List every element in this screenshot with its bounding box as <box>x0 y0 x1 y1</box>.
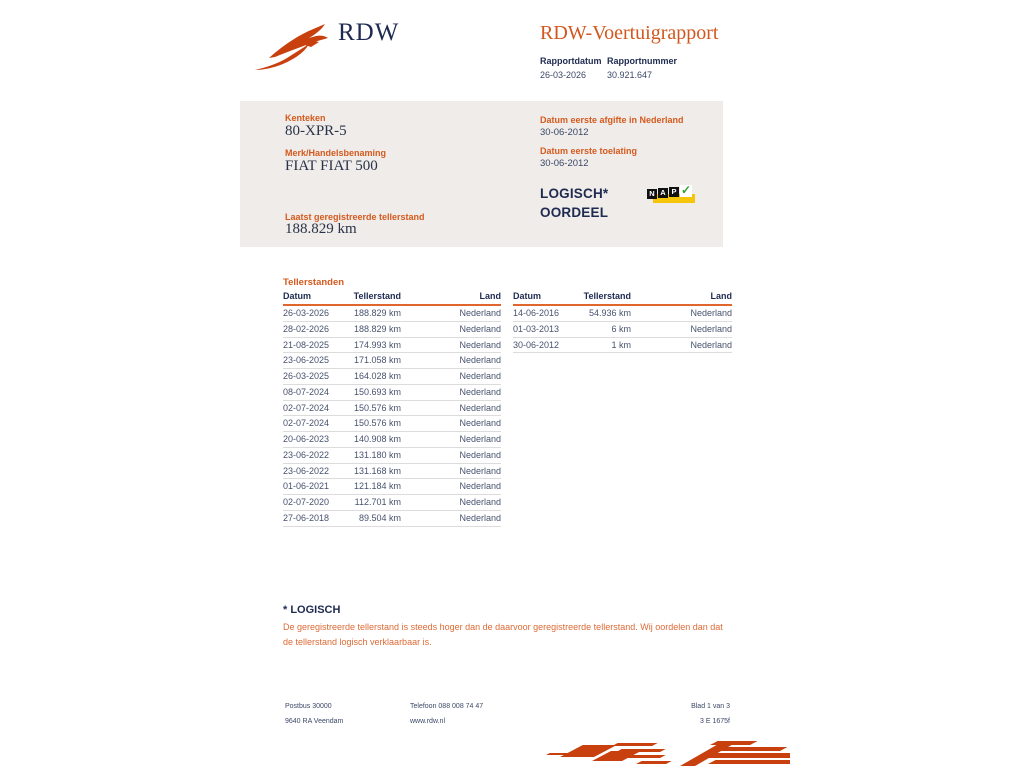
col-tellerstand: Tellerstand <box>353 291 401 301</box>
table-cell: 140.908 km <box>353 434 401 444</box>
nap-checkmark-icon: ✓ <box>681 183 692 197</box>
table-cell: 174.993 km <box>353 339 401 350</box>
nap-letter-a: A <box>658 188 668 198</box>
nap-letter-n: N <box>647 189 657 199</box>
table-cell: 26-03-2025 <box>283 371 330 381</box>
table-row <box>283 448 501 464</box>
report-number-label: Rapportnummer <box>607 56 678 66</box>
table-row <box>283 479 501 495</box>
table-cell: 27-06-2018 <box>283 512 330 523</box>
table-cell: 20-06-2023 <box>283 434 330 444</box>
footer-address <box>285 699 343 729</box>
table-cell: 14-06-2016 <box>513 308 560 318</box>
laatste-tellerstand-label: Laatst geregistreerde tellerstand <box>285 212 425 222</box>
table-cell: 23-06-2022 <box>283 449 330 460</box>
merk-value: FIAT FIAT 500 <box>285 158 378 174</box>
table-cell: 01-06-2021 <box>283 481 330 492</box>
footer-website-link[interactable]: www.rdw.nl <box>410 718 446 725</box>
footer-form-code: 3 E 1675f <box>700 718 730 725</box>
table-cell: Nederland <box>459 497 501 507</box>
footer-page-indicator: Blad 1 van 3 <box>691 703 730 710</box>
bottom-stripe-graphic <box>540 737 790 768</box>
oordeel-line2: OORDEEL <box>540 205 609 220</box>
table-cell: 150.576 km <box>353 418 401 429</box>
table-cell: Nederland <box>459 512 501 523</box>
table-row <box>283 322 501 338</box>
table-cell: Nederland <box>690 339 732 350</box>
footer-phone: Telefoon 088 008 74 47 <box>410 703 484 710</box>
table-body <box>513 306 732 353</box>
footer-contact <box>410 699 483 729</box>
logisch-footnote-text: De geregistreerde tellerstand is steeds hoger dan de daarvoor geregistreerde tellerstand. Wij oordelen dan dat de tellerstand logisch verklaarbaar is. <box>283 622 723 647</box>
col-datum: Datum <box>283 291 312 301</box>
table-row <box>283 353 501 369</box>
table-cell: Nederland <box>459 449 501 460</box>
tellerstand-table-left <box>283 291 501 527</box>
table-cell: Nederland <box>459 386 501 397</box>
table-cell: Nederland <box>690 308 732 318</box>
table-cell: 21-08-2025 <box>283 339 330 350</box>
table-header <box>513 291 732 306</box>
table-cell: 89.504 km <box>358 512 401 523</box>
table-cell: 150.693 km <box>353 386 401 397</box>
table-cell: 08-07-2024 <box>283 386 330 397</box>
table-row <box>283 511 501 527</box>
table-cell: 01-03-2013 <box>513 323 560 334</box>
oordeel-text <box>540 184 608 222</box>
table-cell: Nederland <box>459 465 501 476</box>
afgifte-label: Datum eerste afgifte in Nederland <box>540 115 684 125</box>
laatste-tellerstand-value: 188.829 km <box>285 221 357 237</box>
rdw-bird-logo-icon <box>253 22 335 74</box>
table-row <box>513 338 732 354</box>
table-cell: Nederland <box>690 323 732 334</box>
col-datum: Datum <box>513 291 542 301</box>
table-row <box>283 338 501 354</box>
vehicle-summary-panel <box>240 101 723 247</box>
table-cell: 02-07-2024 <box>283 402 330 413</box>
oordeel-line1: LOGISCH* <box>540 186 609 201</box>
document-title: RDW-Voertuigrapport <box>540 22 719 44</box>
table-cell: 6 km <box>611 323 631 334</box>
table-row <box>283 401 501 417</box>
table-row <box>283 495 501 511</box>
table-cell: Nederland <box>459 434 501 444</box>
table-cell: 26-03-2026 <box>283 308 330 318</box>
table-row <box>513 306 732 322</box>
logisch-footnote-title: * LOGISCH <box>283 604 341 616</box>
table-row <box>283 385 501 401</box>
table-cell: 02-07-2020 <box>283 497 330 507</box>
table-cell: 121.184 km <box>353 481 401 492</box>
table-cell: 164.028 km <box>353 371 401 381</box>
table-body <box>283 306 501 527</box>
table-cell: Nederland <box>459 339 501 350</box>
table-cell: Nederland <box>459 371 501 381</box>
table-cell: 188.829 km <box>353 308 401 318</box>
table-cell: 131.168 km <box>353 465 401 476</box>
table-cell: 02-07-2024 <box>283 418 330 429</box>
footer-page-block <box>600 699 730 729</box>
merk-label: Merk/Handelsbenaming <box>285 148 387 158</box>
table-cell: 171.058 km <box>353 355 401 366</box>
report-date-label: Rapportdatum <box>540 56 602 66</box>
table-cell: 23-06-2022 <box>283 465 330 476</box>
report-number-value: 30.921.647 <box>607 70 653 80</box>
table-cell: 112.701 km <box>354 497 401 507</box>
toelating-label: Datum eerste toelating <box>540 146 638 156</box>
table-row <box>283 432 501 448</box>
kenteken-value: 80-XPR-5 <box>285 123 347 139</box>
afgifte-value: 30-06-2012 <box>540 127 589 138</box>
footer-address-line1: Postbus 30000 <box>285 703 332 710</box>
report-number-block <box>607 56 677 80</box>
table-row <box>513 322 732 338</box>
table-cell: 131.180 km <box>353 449 401 460</box>
tellerstanden-section-title: Tellerstanden <box>283 277 345 288</box>
table-header <box>283 291 501 306</box>
col-tellerstand: Tellerstand <box>583 291 631 301</box>
table-row <box>283 416 501 432</box>
table-cell: Nederland <box>459 355 501 366</box>
toelating-value: 30-06-2012 <box>540 158 589 169</box>
table-row <box>283 464 501 480</box>
table-cell: 30-06-2012 <box>513 339 560 350</box>
table-cell: Nederland <box>459 418 501 429</box>
rdw-wordmark: RDW <box>338 19 400 46</box>
nap-letter-p: P <box>669 187 679 197</box>
report-date-value: 26-03-2026 <box>540 70 587 80</box>
footer-address-line2: 9640 RA Veendam <box>285 718 344 725</box>
table-cell: 188.829 km <box>353 323 401 334</box>
col-land: Land <box>479 291 501 301</box>
nap-logo <box>647 184 697 206</box>
table-cell: Nederland <box>459 402 501 413</box>
table-cell: 28-02-2026 <box>283 323 330 334</box>
kenteken-label: Kenteken <box>285 113 326 123</box>
table-cell: 23-06-2025 <box>283 355 330 366</box>
col-land: Land <box>710 291 732 301</box>
table-cell: 54.936 km <box>588 308 631 318</box>
tellerstand-table-right <box>513 291 732 353</box>
table-cell: 150.576 km <box>353 402 401 413</box>
table-row <box>283 369 501 385</box>
report-date-block <box>540 56 602 80</box>
table-cell: Nederland <box>459 481 501 492</box>
table-cell: Nederland <box>459 308 501 318</box>
table-cell: 1 km <box>611 339 631 350</box>
table-cell: Nederland <box>459 323 501 334</box>
table-row <box>283 306 501 322</box>
